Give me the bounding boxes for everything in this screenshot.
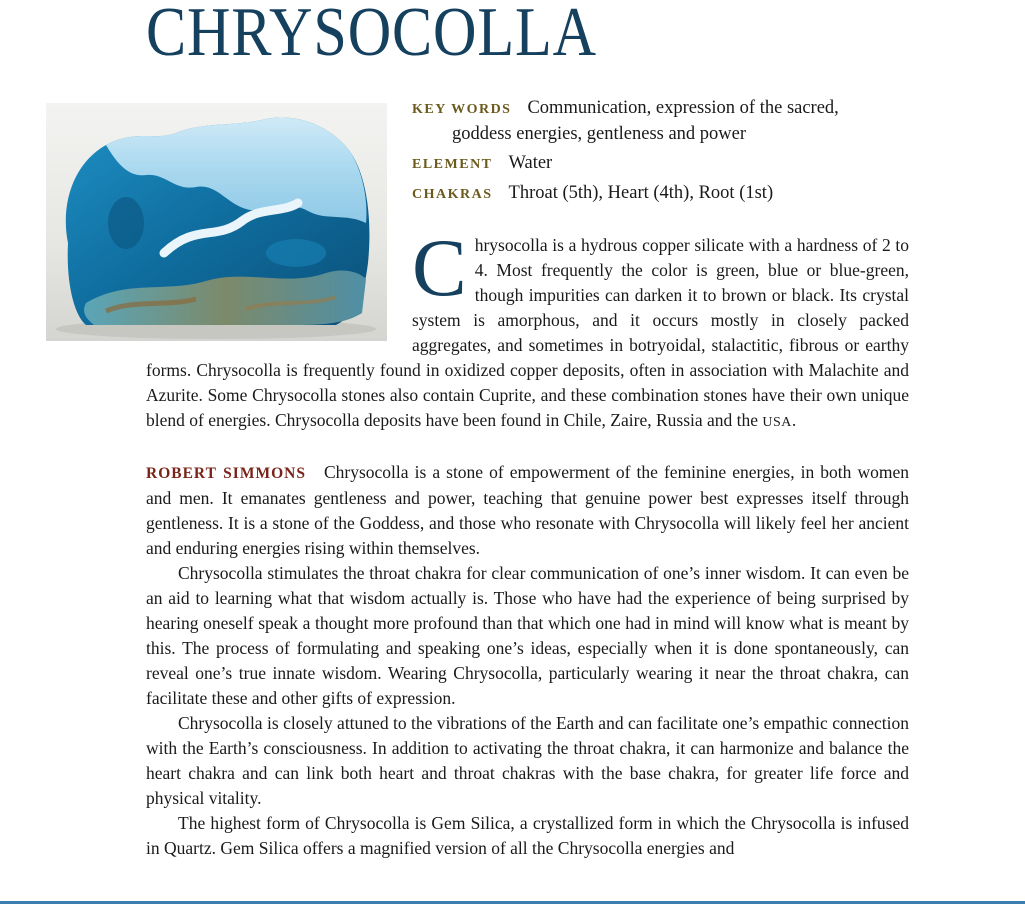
drop-cap: C bbox=[412, 222, 467, 313]
keywords-row bbox=[412, 96, 912, 122]
paragraph-1: Chrysocolla is a stone of empowerment of the feminine energies, in both women and men. It emanates gentleness and power, teaching that genuine power best expresses itself through gentleness. It is a stone of the Goddess, and those who resonate with Chrysocolla will likely feel her ancient and enduring energies rising within themselves. bbox=[146, 462, 909, 558]
article-body bbox=[146, 222, 909, 861]
keywords-value-line1: Communication, expression of the sacred, bbox=[527, 98, 839, 118]
page-title: CHRYSOCOLLA bbox=[146, 0, 598, 71]
author-paragraph bbox=[146, 460, 909, 561]
intro-usa: USA bbox=[762, 415, 792, 430]
intro-text: hrysocolla is a hydrous copper silicate with a hardness of 2 to 4. Most frequently the color is green, blue or blue-green, though impurities can darken it to brown or black. Its crystal system is amorphous, and it occurs mostly in closely packed aggregates, and sometimes in botryoidal, stalactitic, fibrous or earthy forms. Chrysocolla is frequently found in oxidized copper deposits, often in association with Malachite and Azurite. Some Chrysocolla stones also contain Cuprite, and these combination stones have their own unique blend of energies. Chrysocolla deposits have been found in Chile, Zaire, Russia and the bbox=[146, 235, 909, 430]
paragraph-3: Chrysocolla is closely attuned to the vibrations of the Earth and can facilitate one’s empathic connection with the Earth’s consciousness. In addition to activating the throat chakra, it can harmonize and balance the heart chakra and can link both heart and throat chakras with the base chakra, for greater life force and physical vitality. bbox=[146, 713, 909, 808]
paragraph-2: Chrysocolla stimulates the throat chakra for clear communication of one’s inner wisdom. It can even be an aid to learning what that wisdom actually is. Those who have had the experience of being surprised by hearing oneself speak a thought more profound than that which one had in mind will know what is meant by this. The process of formulating and speaking one’s ideas, especially when it is done spontaneously, can reveal one’s true innate wisdom. Wearing Chrysocolla, particularly wearing it near the throat chakra, can facilitate these and other gifts of expression. bbox=[146, 563, 909, 708]
paragraph-4: The highest form of Chrysocolla is Gem Silica, a crystallized form in which the Chrysocolla is infused in Quartz. Gem Silica offers a magnified version of all the Chrysocolla energies and bbox=[146, 813, 909, 858]
keywords-label: KEY WORDS bbox=[412, 102, 512, 117]
intro-end: . bbox=[791, 410, 797, 430]
author-name: ROBERT SIMMONS bbox=[146, 465, 306, 482]
stone-metadata bbox=[412, 96, 912, 207]
keywords-row-continued bbox=[412, 122, 912, 147]
image-wrap-spacer bbox=[146, 233, 412, 350]
element-label: ELEMENT bbox=[412, 157, 493, 172]
keywords-value-line2: goddess energies, gentleness and power bbox=[452, 124, 747, 144]
element-row bbox=[412, 151, 912, 177]
chakras-row bbox=[412, 181, 912, 207]
chakras-label: CHAKRAS bbox=[412, 187, 493, 202]
chakras-value: Throat (5th), Heart (4th), Root (1st) bbox=[508, 183, 774, 203]
element-value: Water bbox=[508, 153, 553, 173]
